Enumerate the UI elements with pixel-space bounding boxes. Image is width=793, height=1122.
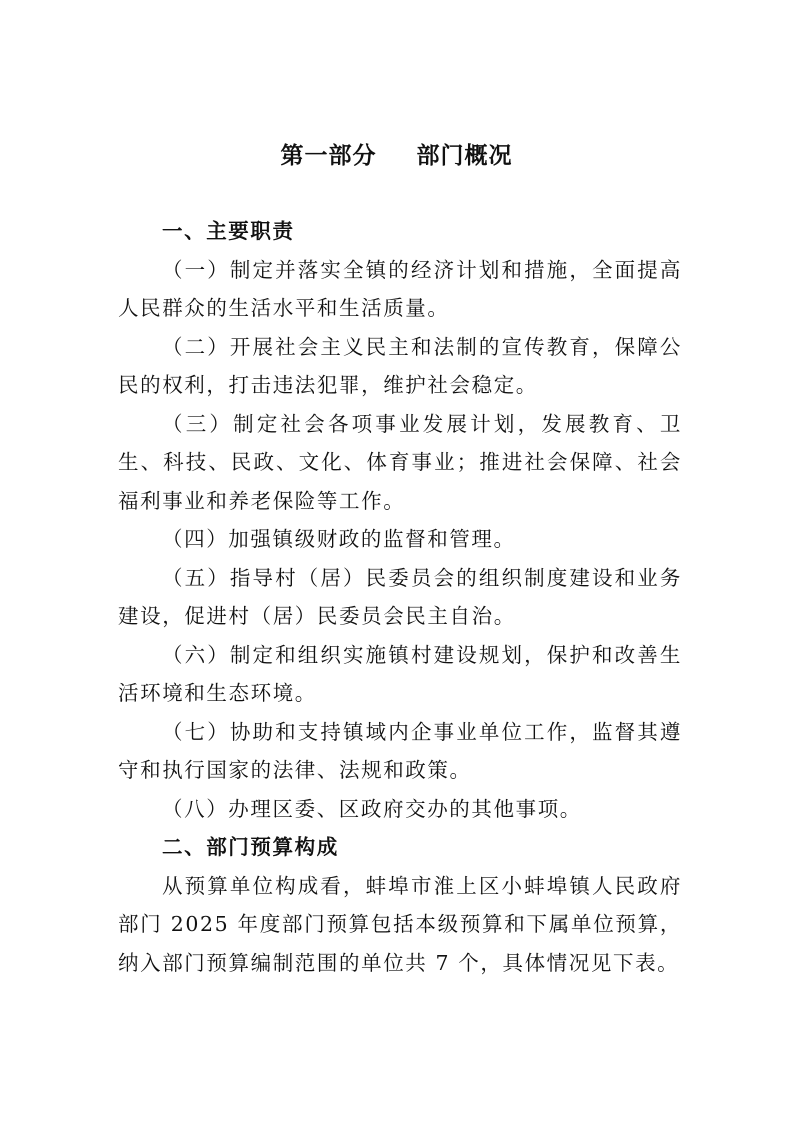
budget-structure-paragraph: 从预算单位构成看，蚌埠市淮上区小蚌埠镇人民政府部门 2025 年度部门预算包括本级预算和下属单位预算，纳入部门预算编制范围的单位共 7 个，具体情况见下表。	[118, 873, 682, 975]
duty-paragraph-5: （五）指导村（居）民委员会的组织制度建设和业务建设，促进村（居）民委员会民主自治。	[118, 565, 682, 628]
duty-paragraph-2: （二）开展社会主义民主和法制的宣传教育，保障公民的权利，打击违法犯罪，维护社会稳定。	[118, 334, 682, 397]
title-part: 第一部分	[280, 143, 377, 169]
document-body	[118, 212, 682, 982]
title-name: 部门概况	[416, 143, 513, 169]
duty-paragraph-1: （一）制定并落实全镇的经济计划和措施，全面提高人民群众的生活水平和生活质量。	[118, 257, 682, 320]
page-title	[0, 140, 793, 172]
duty-paragraph-4: （四）加强镇级财政的监督和管理。	[162, 527, 516, 551]
duty-paragraph-7: （七）协助和支持镇域内企事业单位工作，监督其遵守和执行国家的法律、法规和政策。	[118, 719, 682, 782]
duty-paragraph-8: （八）办理区委、区政府交办的其他事项。	[162, 796, 582, 821]
duty-paragraph-3: （三）制定社会各项事业发展计划，发展教育、卫生、科技、民政、文化、体育事业；推进社会保障、社会福利事业和养老保险等工作。	[118, 411, 682, 513]
duty-paragraph-6: （六）制定和组织实施镇村建设规划，保护和改善生活环境和生态环境。	[118, 642, 682, 705]
section-heading-budget-structure: 二、部门预算构成	[162, 835, 339, 859]
section-heading-duties: 一、主要职责	[162, 219, 295, 243]
